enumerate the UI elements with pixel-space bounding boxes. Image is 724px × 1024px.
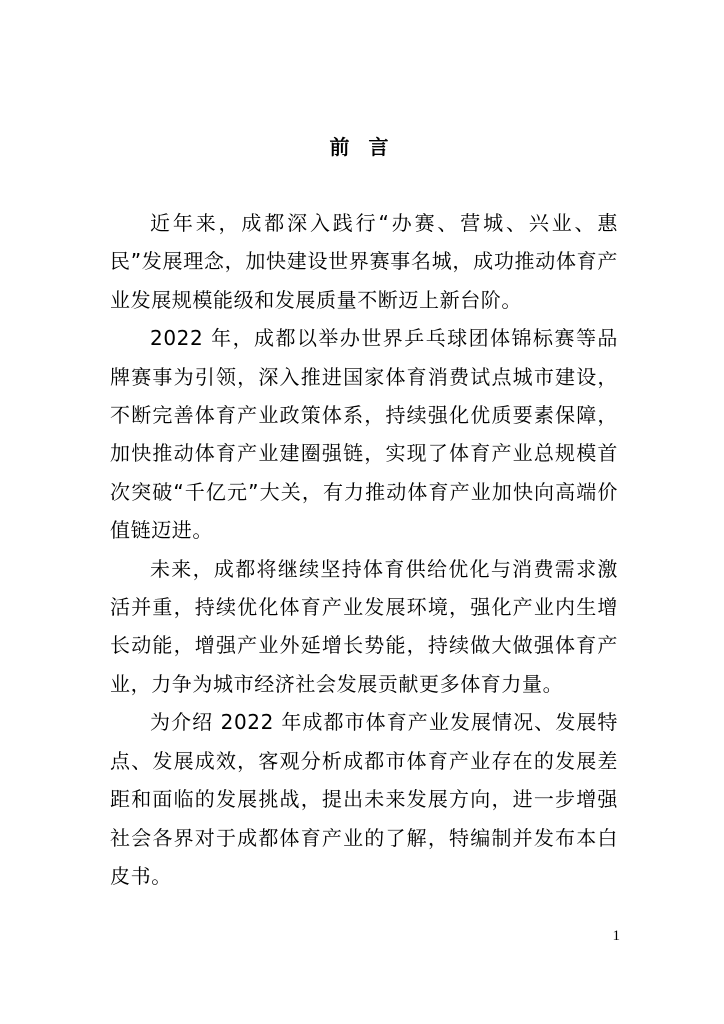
- page-title: 前 言: [329, 135, 395, 159]
- paragraph-1: 近年来，成都深入践行“办赛、营城、兴业、惠民”发展理念，加快建设世界赛事名城，成功推动体育产业发展规模能级和发展质量不断迈上新台阶。: [110, 211, 618, 312]
- page-number: 1: [612, 928, 620, 944]
- body-text: [110, 204, 618, 895]
- paragraph-4: 为介绍 2022 年成都市体育产业发展情况、发展特点、发展成效，客观分析成都市体育产业存在的发展差距和面临的发展挑战，提出未来发展方向，进一步增强社会各界对于成都体育产业的了解，特编制并发布本白皮书。: [110, 710, 618, 888]
- paragraph-2: 2022 年，成都以举办世界乒乓球团体锦标赛等品牌赛事为引领，深入推进国家体育消费试点城市建设，不断完善体育产业政策体系，持续强化优质要素保障，加快推动体育产业建圈强链，实现了体育产业总规模首次突破“千亿元”大关，有力推动体育产业加快向高端价值链迈进。: [110, 326, 618, 543]
- paragraph-3: 未来，成都将继续坚持体育供给优化与消费需求激活并重，持续优化体育产业发展环境，强化产业内生增长动能，增强产业外延增长势能，持续做大做强体育产业，力争为城市经济社会发展贡献更多体育力量。: [110, 556, 618, 696]
